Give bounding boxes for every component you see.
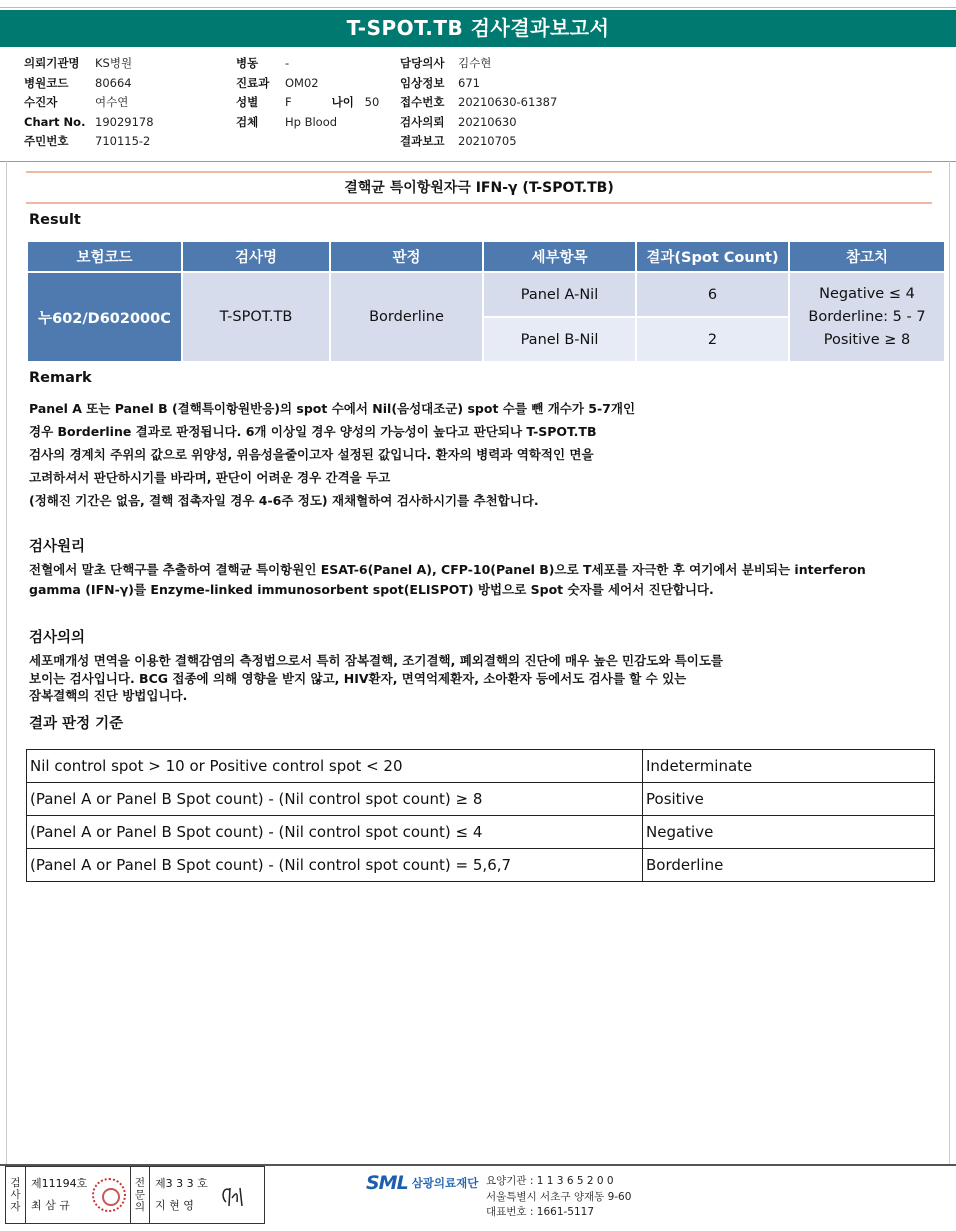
info-key: 주민번호: [24, 134, 69, 148]
info-key: Chart No.: [24, 114, 86, 129]
principle-label: 검사원리: [29, 539, 86, 555]
signature-icon: [214, 1176, 254, 1216]
sml-logo-name: 삼광의료재단: [411, 1176, 479, 1190]
info-row: [400, 74, 557, 94]
doctor-label-char: 문: [134, 1189, 146, 1201]
info-value: 20210630-61387: [458, 95, 558, 109]
org-info-line: 요양기관 : 1 1 3 6 5 2 0 0: [486, 1175, 614, 1187]
significance-label: 검사의의: [29, 630, 86, 646]
header-sub-item: 세부항목: [484, 242, 635, 271]
info-value: 671: [458, 75, 480, 90]
info-key: 의뢰기관명: [24, 56, 80, 70]
page-border-left: [6, 161, 7, 1164]
criteria-result: Negative: [643, 816, 935, 849]
criteria-label: 결과 판정 기준: [29, 716, 124, 732]
significance-line: 세포매개성 면역을 이용한 결핵감염의 측정법으로서 특히 잠복결핵, 조기결핵, 폐외결핵의 진단에 매우 높은 민감도와 특이도를: [29, 653, 723, 668]
org-info: [486, 1174, 631, 1221]
criteria-result: Borderline: [643, 849, 935, 882]
panel-a-value: 6: [637, 273, 788, 316]
doctor-label-char: 전: [134, 1177, 146, 1189]
panel-b-name: Panel B-Nil: [484, 318, 635, 361]
info-row: [400, 54, 557, 74]
info-key: 병원코드: [24, 75, 69, 90]
info-row: [24, 132, 154, 152]
header-insurance-code: 보험코드: [28, 242, 181, 271]
examiner-info: [26, 1167, 88, 1223]
examiner-label-char: 검: [10, 1177, 21, 1189]
age-value: 50: [364, 95, 380, 109]
result-row: [28, 273, 944, 316]
info-value: 김수현: [458, 56, 492, 70]
panel-a-name: Panel A-Nil: [484, 273, 635, 316]
section-title: 결핵균 특이항원자극 IFN-γ (T-SPOT.TB): [344, 180, 614, 196]
info-row: [236, 74, 379, 94]
remark-text: [29, 397, 635, 512]
header-divider: [0, 161, 956, 162]
remark-line: Panel A 또는 Panel B (결핵특이항원반응)의 spot 수에서 Nil(음성대조군) spot 수를 뺀 개수가 5-7개인: [29, 401, 636, 416]
test-name: T-SPOT.TB: [183, 273, 329, 361]
reference-borderline: Borderline: 5 - 7: [808, 308, 926, 325]
remark-line: 경우 Borderline 결과로 판정됩니다. 6개 이상일 경우 양성의 가능성이 높다고 판단되나 T-SPOT.TB: [29, 424, 597, 439]
info-row: [400, 113, 557, 133]
info-value: 19029178: [95, 114, 154, 129]
info-key: 성별: [236, 95, 259, 109]
info-key: 검사의뢰: [400, 114, 445, 129]
judgement: Borderline: [331, 273, 482, 361]
reference-negative: Negative ≤ 4: [819, 285, 915, 302]
info-key: 검체: [236, 114, 259, 129]
info-value: F: [285, 95, 292, 109]
org-info-line: 서울특별시 서초구 양재동 9-60: [486, 1190, 632, 1203]
info-value: KS병원: [95, 56, 133, 70]
result-label: Result: [29, 212, 81, 228]
remark-label: Remark: [29, 370, 92, 386]
section-divider: [26, 171, 932, 173]
remark-line: 고려하셔서 판단하시기를 바라며, 판단이 어려운 경우 간격을 두고: [29, 470, 391, 485]
info-row: [24, 54, 154, 74]
criteria-result: Indeterminate: [643, 750, 935, 783]
info-row: [236, 93, 379, 113]
report-title: T-SPOT.TB 검사결과보고서: [0, 10, 956, 47]
significance-line: 보이는 검사입니다. BCG 접종에 의해 영향을 받지 않고, HIV환자, 면역억제환자, 소아환자 등에서도 검사를 할 수 있는: [29, 670, 687, 686]
info-row: [24, 113, 154, 133]
criteria-condition: (Panel A or Panel B Spot count) - (Nil control spot count) ≥ 8: [27, 783, 643, 816]
info-value: 80664: [95, 75, 132, 90]
doctor-info: [150, 1167, 214, 1223]
info-key: 임상정보: [400, 75, 445, 90]
reference-range: [790, 273, 944, 361]
doctor-label-char: 의: [134, 1201, 146, 1213]
info-row: [236, 113, 379, 133]
criteria-condition: (Panel A or Panel B Spot count) - (Nil control spot count) = 5,6,7: [27, 849, 643, 882]
info-value: 여수연: [95, 95, 129, 109]
result-header-row: [28, 242, 944, 271]
info-row: [24, 93, 154, 113]
info-row: [24, 74, 154, 94]
header-spot-count: 결과(Spot Count): [637, 242, 788, 271]
info-key: 병동: [236, 56, 259, 70]
doctor-name: 지 현 영: [155, 1199, 194, 1212]
info-column-3: [400, 54, 557, 152]
significance-text: [29, 652, 723, 705]
info-key: 담당의사: [400, 56, 445, 70]
info-key: 결과보고: [400, 134, 445, 148]
remark-line: 검사의 경계치 주위의 값으로 위양성, 위음성을줄이고자 설정된 값입니다. 환자의 병력과 역학적인 면을: [29, 447, 594, 462]
info-value: OM02: [285, 75, 319, 90]
examiner-label: [6, 1167, 26, 1223]
principle-line: 전혈에서 말초 단핵구를 추출하여 결핵균 특이항원인 ESAT-6(Panel A), CFP-10(Panel B)으로 T세포를 자극한 후 여기에서 분비되는 interferon: [29, 562, 866, 577]
reference-positive: Positive ≥ 8: [823, 331, 911, 348]
info-key: 접수번호: [400, 95, 445, 109]
signature-box: [5, 1166, 265, 1224]
criteria-result: Positive: [643, 783, 935, 816]
examiner-license-no: 제11194호: [31, 1177, 88, 1190]
criteria-row: [27, 783, 935, 816]
insurance-code: 누602/D602000C: [28, 273, 181, 361]
doctor-license-no: 제3 3 3 호: [155, 1177, 208, 1190]
examiner-label-char: 사: [10, 1189, 21, 1201]
header-judgement: 판정: [331, 242, 482, 271]
criteria-row: [27, 750, 935, 783]
header-test-name: 검사명: [183, 242, 329, 271]
significance-line: 잠복결핵의 진단 방법입니다.: [29, 688, 188, 703]
top-rule: [0, 0, 956, 8]
info-value: -: [285, 56, 290, 70]
criteria-row: [27, 816, 935, 849]
info-value: 20210705: [458, 134, 517, 148]
criteria-table: [26, 749, 935, 882]
sml-logo-mark: SML: [366, 1172, 408, 1194]
page-border-right: [949, 161, 950, 1164]
examiner-name: 최 삼 규: [31, 1199, 70, 1212]
criteria-condition: (Panel A or Panel B Spot count) - (Nil control spot count) ≤ 4: [27, 816, 643, 849]
examiner-label-char: 자: [10, 1201, 21, 1213]
doctor-label: [130, 1167, 150, 1223]
header-reference: 참고치: [790, 242, 944, 271]
info-value: 710115-2: [95, 134, 151, 148]
criteria-condition: Nil control spot > 10 or Positive control spot < 20: [27, 750, 643, 783]
criteria-row: [27, 849, 935, 882]
info-column-1: [24, 54, 154, 152]
section-divider: [26, 202, 932, 204]
info-value: 20210630: [458, 114, 517, 129]
result-table: [26, 240, 946, 363]
panel-b-value: 2: [637, 318, 788, 361]
info-row: [400, 132, 557, 152]
sml-logo: [366, 1172, 478, 1194]
info-value: Hp Blood: [285, 114, 338, 129]
principle-text: [29, 560, 909, 600]
info-key: 진료과: [236, 75, 270, 90]
info-column-2: [236, 54, 379, 132]
org-info-line: 대표번호 : 1661-5117: [486, 1206, 595, 1218]
age-key: 나이: [331, 95, 354, 109]
seal-stamp-icon: [92, 1178, 126, 1212]
remark-line: (정해진 기간은 없음, 결핵 접촉자일 경우 4-6주 정도) 재채혈하여 검사하시기를 추천합니다.: [29, 493, 539, 508]
info-row: [236, 54, 379, 74]
info-key: 수진자: [24, 95, 58, 109]
principle-line: gamma (IFN-γ)를 Enzyme-linked immunosorbent spot(ELISPOT) 방법으로 Spot 숫자를 세어서 진단합니다.: [29, 582, 714, 597]
info-row: [400, 93, 557, 113]
